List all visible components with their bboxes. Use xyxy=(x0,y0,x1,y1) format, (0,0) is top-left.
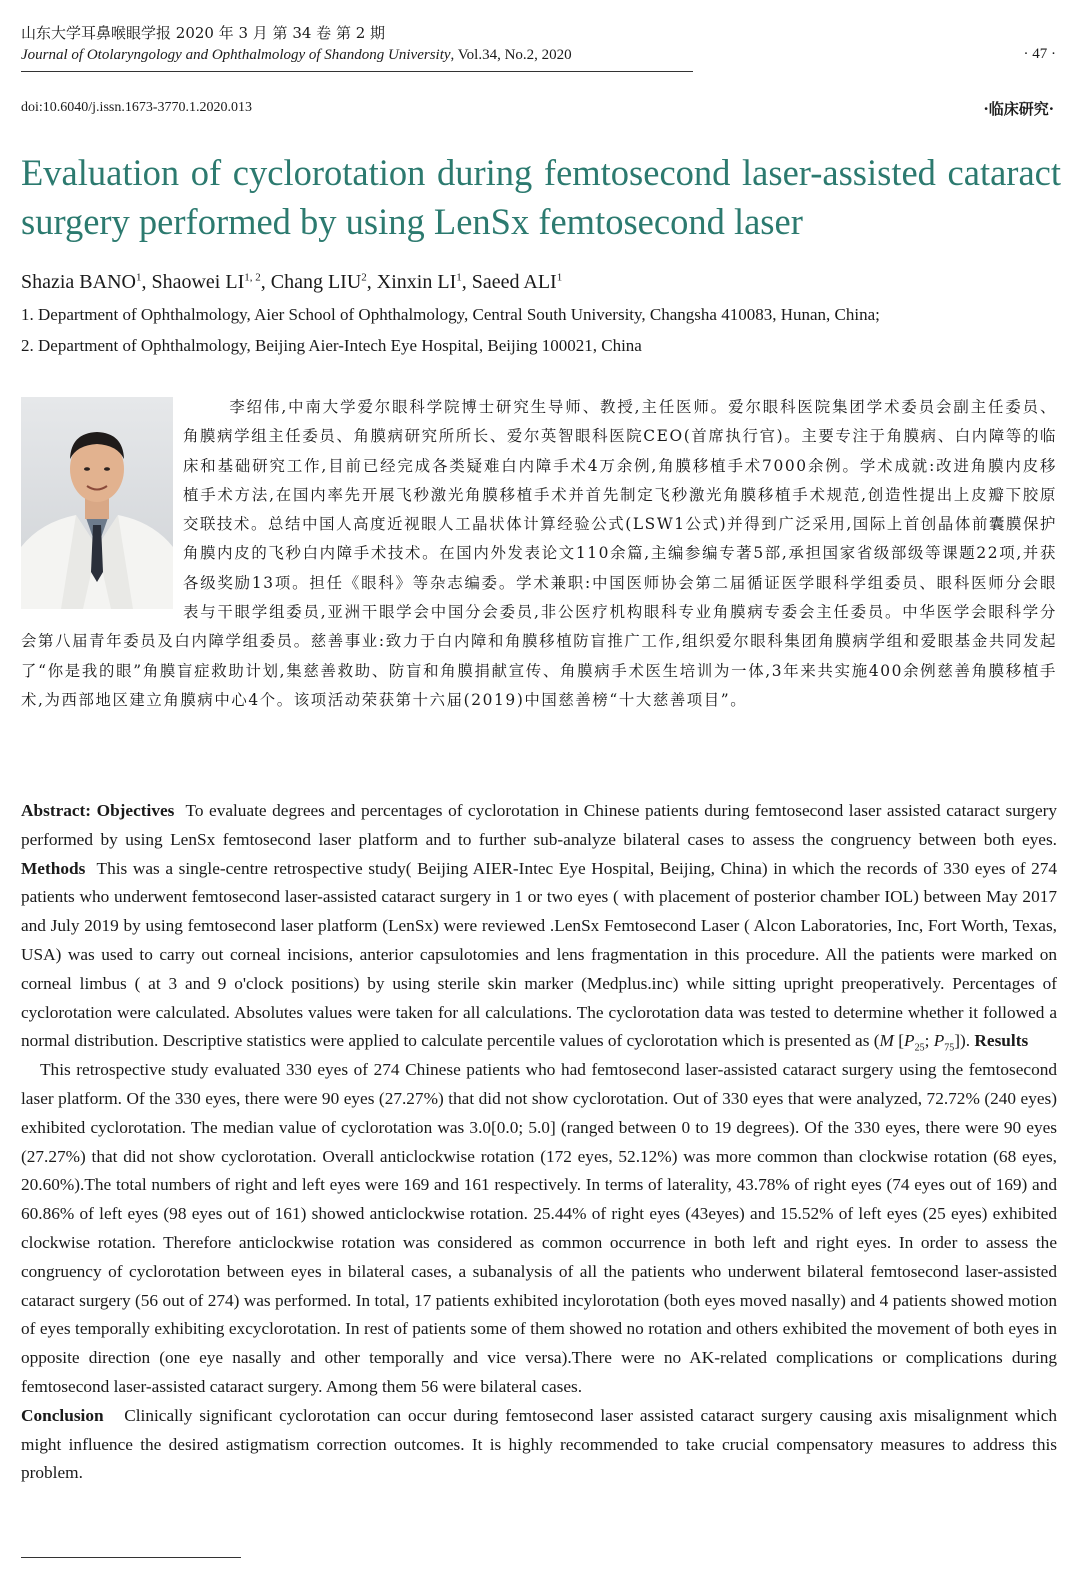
journal-title-en xyxy=(21,44,1061,66)
abstract xyxy=(21,797,1057,1488)
doi: doi:10.6040/j.issn.1673-3770.1.2020.013 xyxy=(21,100,253,115)
author-name: Shaowei LI xyxy=(151,271,245,293)
conclusion-label: Conclusion xyxy=(21,1405,104,1425)
author-affiliation-mark: 1 xyxy=(456,271,462,284)
results-text: This retrospective study evaluated 330 eyes of 274 Chinese patients who had femtosecond laser-assisted cataract surgery using the femtosecond laser platform. Of the 330 eyes, there were 90 eyes (27.27%) that did not show cyclorotation. Out of 330 eyes that were analyzed, 72.72% (240 eyes) exhibited cyclorotation. The median value of cyclorotation was 3.0[0.0; 5.0] (ranged between 0 to 19 degrees). Of the 330 eyes, there were 90 eyes (27.27%) that did not show cyclorotation. Overall anticlockwise rotation (172 eyes, 52.12%) was more common than clockwise rotation (68 eyes, 20.60%).The total numbers of right and left eyes were 169 and 161 respectively. In terms of laterality, 43.78% of right eyes (74 eyes out of 169) and 60.86% of left eyes (98 eyes out of 161) showed anticlockwise rotation. 25.44% of right eyes (43eyes) and 15.52% of left eyes (25 eyes) exhibited clockwise rotation. Therefore anticlockwise rotation was considered as common occurrence in both left and right eyes. In order to assess the congruency of cyclorotation between eyes in bilateral cases, a subanalysis of all the patients who underwent bilateral femtosecond laser-assisted cataract surgery (56 out of 274) was performed. In total, 17 patients exhibited incylorotation (both eyes moved nasally) and 4 patients showed motion of eyes temporally exhibiting excyclorotation. In rest of patients some of them showed no rotation and others exhibited the movement of both eyes in opposite direction (one eye nasally and other temporally and vice versa).There were no AK-related complications or complications during femtosecond laser-assisted cataract surgery. Among them 56 were bilateral cases. xyxy=(21,1060,1057,1396)
journal-volume: , Vol.34, No.2, 2020 xyxy=(450,47,572,63)
author-name: Chang LIU xyxy=(270,271,362,293)
section-label: ·临床研究· xyxy=(983,100,1054,118)
page-number: · 47 · xyxy=(1023,46,1056,62)
author-affiliation-mark: 1 xyxy=(135,271,142,284)
formula-m: M xyxy=(879,1031,894,1051)
conclusion-text: Clinically significant cyclorotation can occur during femtosecond laser assisted cataract surgery causing axis misalignment which might influence the desired astigmatism correction outcomes. It is highly recommended to take crucial compensatory measures to address this problem. xyxy=(21,1405,1057,1483)
objectives-label: Objectives xyxy=(96,801,175,820)
author-affiliation-mark: 1 xyxy=(556,271,563,284)
journal-header xyxy=(21,22,1061,66)
author-name: Xinxin LI xyxy=(376,271,457,293)
article-title: Evaluation of cyclorotation during femtosecond laser-assisted cataract surgery performed by using LenSx femtosecond laser xyxy=(21,152,1061,242)
author-list: Shazia BANO$^1$, Shaowei LI$^{1, 2}$, Chang LIU$^2$, Xinxin $LI^1$, Saeed ALI$^1$ xyxy=(21,271,563,293)
affiliation-2: 2. Department of Ophthalmology, Beijing Aier-Intech Eye Hospital, Beijing 100021, China xyxy=(21,336,642,355)
journal-name-en: Journal of Otolaryngology and Ophthalmology of Shandong University xyxy=(21,47,451,63)
header-rule xyxy=(21,71,693,72)
objectives-text: To evaluate degrees and percentages of cyclorotation in Chinese patients during femtosecond laser assisted cataract surgery performed by using LenSx femtosecond laser platform and to further sub-analyze bilateral cases to assess the congruency between both eyes. xyxy=(21,801,1058,849)
abstract-results-paragraph xyxy=(21,1056,1057,1488)
author-biography xyxy=(21,393,1057,715)
affiliation-1: 1. Department of Ophthalmology, Aier School of Ophthalmology, Central South University, Changsha 410083, Hunan, China; xyxy=(21,305,880,324)
author-affiliation-mark: 1, 2 xyxy=(244,271,261,284)
results-label: Results xyxy=(974,1031,1029,1051)
methods-label: Methods xyxy=(21,858,86,878)
formula-p75: P xyxy=(933,1031,945,1051)
abstract-label: Abstract: xyxy=(21,801,92,820)
author-biography-text: 李绍伟,中南大学爱尔眼科学院博士研究生导师、教授,主任医师。爱尔眼科医院集团学术委员会副主任委员、角膜病学组主任委员、角膜病研究所所长、爱尔英智眼科医院CEO(首席执行官)。主要专注于角膜病、白内障等的临床和基础研究工作,目前已经完成各类疑难白内障手术4万余例,角膜移植手术7000余例。学术成就:改进角膜内皮移植手术方法,在国内率先开展飞秒激光角膜移植手术并首先制定飞秒激光角膜移植手术规范,创造性提出上皮瓣下胶原交联技术。总结中国人高度近视眼人工晶状体计算经验公式(LSW1公式)并得到广泛采用,国际上首创晶体前囊膜保护角膜内皮的飞秒白内障手术技术。在国内外发表论文110余篇,主编参编专著5部,承担国家省级部级等课题22项,并获各级奖励13项。担任《眼科》等杂志编委。学术兼职:中国医师协会第二届循证医学眼科学组委员、眼科医师分会眼表与干眼学组委员,亚洲干眼学会中国分会委员,非公医疗机构眼科专业角膜病专委会主任委员。中华医学会眼科学分会第八届青年委员及白内障学组委员。慈善事业:致力于白内障和角膜移植防盲推广工作,组织爱尔眼科集团角膜病学组和爱眼基金共同发起了“你是我的眼”角膜盲症救助计划,集慈善救助、防盲和角膜捐献宣传、角膜病手术医生培训为一体,3年来共实施400余例慈善角膜移植手术,为西部地区建立角膜病中心4个。该项活动荣获第十六届(2019)中国慈善榜“十大慈善项目”。 xyxy=(21,398,1057,709)
footnote-rule xyxy=(21,1557,241,1558)
author-name: Saeed ALI xyxy=(471,271,557,293)
formula-p25: P xyxy=(904,1031,915,1051)
author-name: Shazia BANO xyxy=(21,271,136,293)
methods-text: This was a single-centre retrospective study( Beijing AIER-Intec Eye Hospital, Beijing, China) in which the records of 330 eyes of 274 patients who underwent femtosecond laser-assisted cataract surgery in 1 or two eyes ( with placement of posterior chamber IOL) between May 2017 and July 2019 by using femtosecond laser platform (LenSx) were reviewed .LenSx Femtosecond Laser ( Alcon Laboratories, Inc, Fort Worth, Texas, USA) was used to carry out corneal incisions, anterior capsulotomies and lens fragmentation in this procedure. All the patients were marked on corneal limbus ( at 3 and 9 o'clock positions) by using sterile skin marker (Medplus.inc) while sitting upright preoperatively. Percentages of cyclorotation were calculated. Absolutes values were taken for all calculations. The cyclorotation data was tested to determine whether it followed a normal distribution. Descriptive statistics were applied to calculate percentile values of cyclorotation which is presented as ( xyxy=(21,858,1057,1051)
journal-title-cn: 山东大学耳鼻喉眼学报 2020 年 3 月 第 34 卷 第 2 期 xyxy=(21,24,386,42)
author-affiliation-mark: 2 xyxy=(361,271,367,284)
abstract-main: Abstract: Objectives To evaluate degrees and percentages of cyclorotation in Chinese patients during femtosecond laser assisted cataract surgery performed by using LenSx femtosecond laser platform and to further sub-analyze bilateral cases to assess the congruency between both eyes. Methods This was a single-centre retrospective study( Beijing AIER-Intec Eye Hospital, Beijing, China) in which the records of 330 eyes of 274 patients who underwent femtosecond laser-assisted cataract surgery in 1 or two eyes ( with placement of posterior chamber IOL) between May 2017 and July 2019 by using femtosecond laser platform (LenSx) were reviewed .LenSx Femtosecond Laser ( Alcon Laboratories, Inc, Fort Worth, Texas, USA) was used to carry out corneal incisions, anterior capsulotomies and lens fragmentation in this procedure. All the patients were marked on corneal limbus ( at 3 and 9 o'clock positions) by using sterile skin marker (Medplus.inc) while sitting upright preoperatively. Percentages of cyclorotation were calculated. Absolutes values were taken for all calculations. The cyclorotation data was tested to determine whether it followed a normal distribution. Descriptive statistics were applied to calculate percentile values of cyclorotation which is presented as (M [$P_{25}$; $P_{75}$]). Results xyxy=(21,801,1058,1054)
